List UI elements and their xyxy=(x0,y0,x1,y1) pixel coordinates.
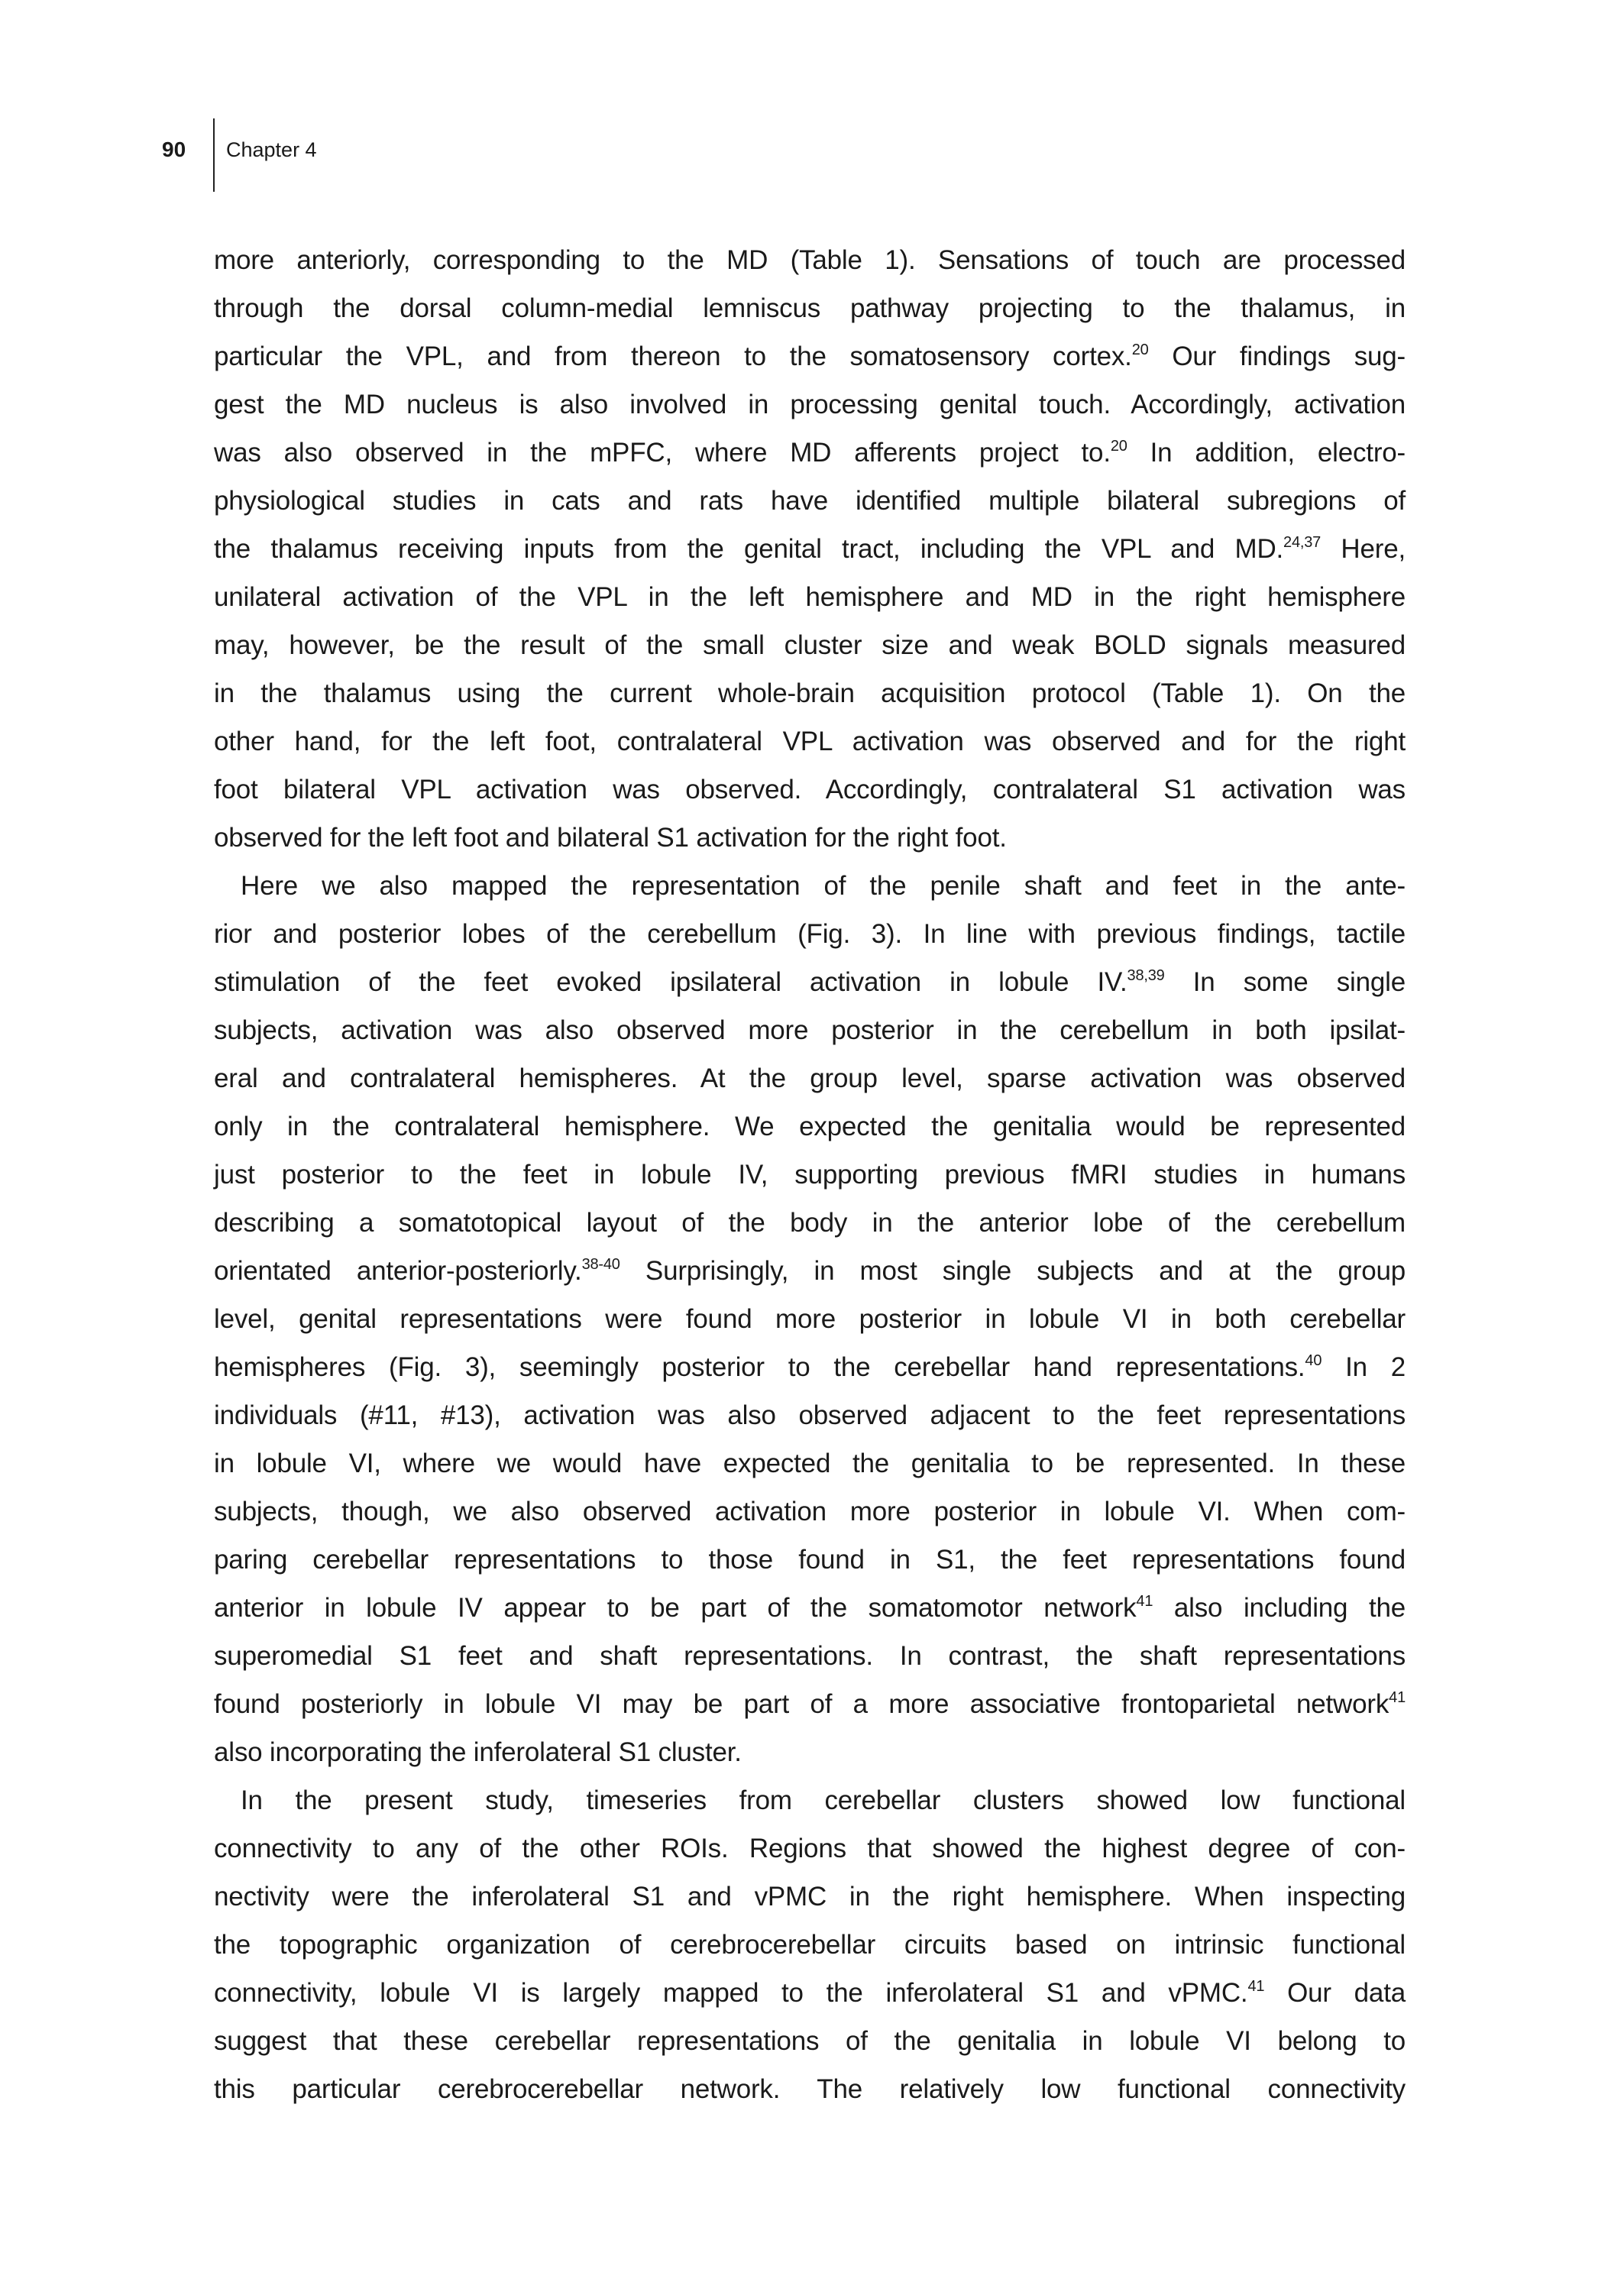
citation-superscript: 41 xyxy=(1136,1593,1153,1610)
text-run: connectivity, lobule VI is largely mapped to the inferolateral S1 and vPMC. xyxy=(214,1978,1248,2008)
text-line xyxy=(214,429,1406,477)
text-run: may, however, be the result of the small cluster size and weak BOLD signals measured xyxy=(214,630,1406,660)
text-line xyxy=(214,862,1406,910)
text-run: Here we also mapped the representation of the penile shaft and feet in the ante- xyxy=(241,871,1406,901)
text-line xyxy=(214,958,1406,1006)
text-run: foot bilateral VPL activation was observed. Accordingly, contralateral S1 activation was xyxy=(214,775,1406,804)
text-line xyxy=(214,2065,1406,2113)
text-run: in the thalamus using the current whole-brain acquisition protocol (Table 1). On the xyxy=(214,678,1406,708)
text-line xyxy=(214,2017,1406,2065)
text-run: level, genital representations were found more posterior in lobule VI in both cerebellar xyxy=(214,1304,1406,1334)
text-run: subjects, activation was also observed more posterior in the cerebellum in both ipsilat- xyxy=(214,1015,1406,1045)
text-run: through the dorsal column-medial lemniscus pathway projecting to the thalamus, in xyxy=(214,293,1406,323)
body-text xyxy=(214,236,1406,2113)
text-line xyxy=(214,1536,1406,1584)
text-run: superomedial S1 feet and shaft representations. In contrast, the shaft representations xyxy=(214,1641,1406,1671)
citation-superscript: 41 xyxy=(1389,1689,1406,1706)
text-run: individuals (#11, #13), activation was also observed adjacent to the feet representations xyxy=(214,1400,1406,1430)
text-run: also incorporating the inferolateral S1 cluster. xyxy=(214,1737,742,1767)
text-run: orientated anterior-posteriorly. xyxy=(214,1256,582,1286)
text-run: connectivity to any of the other ROIs. Regions that showed the highest degree of con- xyxy=(214,1834,1406,1863)
text-run: Our findings sug- xyxy=(1148,342,1406,371)
text-line xyxy=(214,1488,1406,1536)
text-run: nectivity were the inferolateral S1 and vPMC in the right hemisphere. When inspecting xyxy=(214,1882,1406,1912)
text-run: suggest that these cerebellar representations of the genitalia in lobule VI belong to xyxy=(214,2026,1406,2056)
text-run: subjects, though, we also observed activation more posterior in lobule VI. When com- xyxy=(214,1497,1406,1526)
text-line xyxy=(214,1680,1406,1728)
text-run: Surprisingly, in most single subjects and at the group xyxy=(620,1256,1406,1286)
text-line xyxy=(214,766,1406,814)
text-run: rior and posterior lobes of the cerebellum (Fig. 3). In line with previous findings, tactile xyxy=(214,919,1406,949)
text-line xyxy=(214,284,1406,332)
text-line xyxy=(214,1102,1406,1151)
text-run: the thalamus receiving inputs from the genital tract, including the VPL and MD. xyxy=(214,534,1284,564)
paragraph xyxy=(214,236,1406,862)
text-run: in lobule VI, where we would have expected the genitalia to be represented. In these xyxy=(214,1449,1406,1478)
text-run: In 2 xyxy=(1322,1352,1406,1382)
text-run: only in the contralateral hemisphere. We expected the genitalia would be represented xyxy=(214,1112,1406,1141)
text-line xyxy=(214,1391,1406,1439)
text-line xyxy=(214,814,1406,862)
text-line xyxy=(214,1584,1406,1632)
text-run: just posterior to the feet in lobule IV, supporting previous fMRI studies in humans xyxy=(214,1160,1406,1190)
text-run: other hand, for the left foot, contralateral VPL activation was observed and for the right xyxy=(214,727,1406,756)
text-run: also including the xyxy=(1153,1593,1406,1623)
text-run: the topographic organization of cerebrocerebellar circuits based on intrinsic functional xyxy=(214,1930,1406,1960)
text-run: was also observed in the mPFC, where MD afferents project to. xyxy=(214,438,1111,468)
text-line xyxy=(214,1054,1406,1102)
text-run: stimulation of the feet evoked ipsilateral activation in lobule IV. xyxy=(214,967,1127,997)
citation-superscript: 38,39 xyxy=(1127,967,1165,984)
text-run: paring cerebellar representations to those found in S1, the feet representations found xyxy=(214,1545,1406,1575)
text-run: found posteriorly in lobule VI may be part of a more associative frontoparietal network xyxy=(214,1689,1389,1719)
text-line xyxy=(214,717,1406,766)
text-line xyxy=(214,573,1406,621)
text-run: this particular cerebrocerebellar network. The relatively low functional connectivity xyxy=(214,2074,1406,2104)
text-line xyxy=(214,1439,1406,1488)
text-line xyxy=(214,1728,1406,1776)
text-run: gest the MD nucleus is also involved in processing genital touch. Accordingly, activation xyxy=(214,390,1406,419)
paragraph xyxy=(214,862,1406,1776)
text-line xyxy=(214,1247,1406,1295)
citation-superscript: 40 xyxy=(1305,1352,1322,1369)
text-run: describing a somatotopical layout of the body in the anterior lobe of the cerebellum xyxy=(214,1208,1406,1238)
text-line xyxy=(214,1151,1406,1199)
text-line xyxy=(214,669,1406,717)
text-line xyxy=(214,1343,1406,1391)
text-run: physiological studies in cats and rats have identified multiple bilateral subregions of xyxy=(214,486,1406,516)
text-run: In addition, electro- xyxy=(1127,438,1406,468)
text-line xyxy=(214,1873,1406,1921)
text-line xyxy=(214,1776,1406,1824)
chapter-title: Chapter 4 xyxy=(226,138,317,161)
text-run: more anteriorly, corresponding to the MD (Table 1). Sensations of touch are processed xyxy=(214,245,1406,275)
text-line xyxy=(214,332,1406,380)
page-number: 90 xyxy=(162,138,186,161)
text-run: observed for the left foot and bilateral S1 activation for the right foot. xyxy=(214,823,1007,853)
text-run: anterior in lobule IV appear to be part of the somatomotor network xyxy=(214,1593,1137,1623)
text-run: eral and contralateral hemispheres. At the group level, sparse activation was observed xyxy=(214,1063,1406,1093)
citation-superscript: 24,37 xyxy=(1283,534,1322,551)
text-line xyxy=(214,1006,1406,1054)
text-line xyxy=(214,1969,1406,2017)
text-line xyxy=(214,1295,1406,1343)
citation-superscript: 20 xyxy=(1110,438,1127,455)
text-run: In the present study, timeseries from cerebellar clusters showed low functional xyxy=(241,1785,1406,1815)
text-run: particular the VPL, and from thereon to the somatosensory cortex. xyxy=(214,342,1132,371)
text-run: Here, xyxy=(1321,534,1406,564)
text-line xyxy=(214,1824,1406,1873)
text-run: hemispheres (Fig. 3), seemingly posterior to the cerebellar hand representations. xyxy=(214,1352,1305,1382)
text-line xyxy=(214,380,1406,429)
text-line xyxy=(214,525,1406,573)
text-line xyxy=(214,621,1406,669)
citation-superscript: 20 xyxy=(1131,342,1149,358)
header-divider xyxy=(213,118,215,192)
text-line xyxy=(214,1199,1406,1247)
text-line xyxy=(214,477,1406,525)
text-run: unilateral activation of the VPL in the left hemisphere and MD in the right hemisphere xyxy=(214,582,1406,612)
text-line xyxy=(214,1632,1406,1680)
text-line xyxy=(214,236,1406,284)
text-line xyxy=(214,910,1406,958)
paragraph xyxy=(214,1776,1406,2113)
text-line xyxy=(214,1921,1406,1969)
text-run: In some single xyxy=(1164,967,1406,997)
citation-superscript: 38-40 xyxy=(581,1256,620,1273)
citation-superscript: 41 xyxy=(1247,1978,1265,1995)
text-run: Our data xyxy=(1264,1978,1406,2008)
